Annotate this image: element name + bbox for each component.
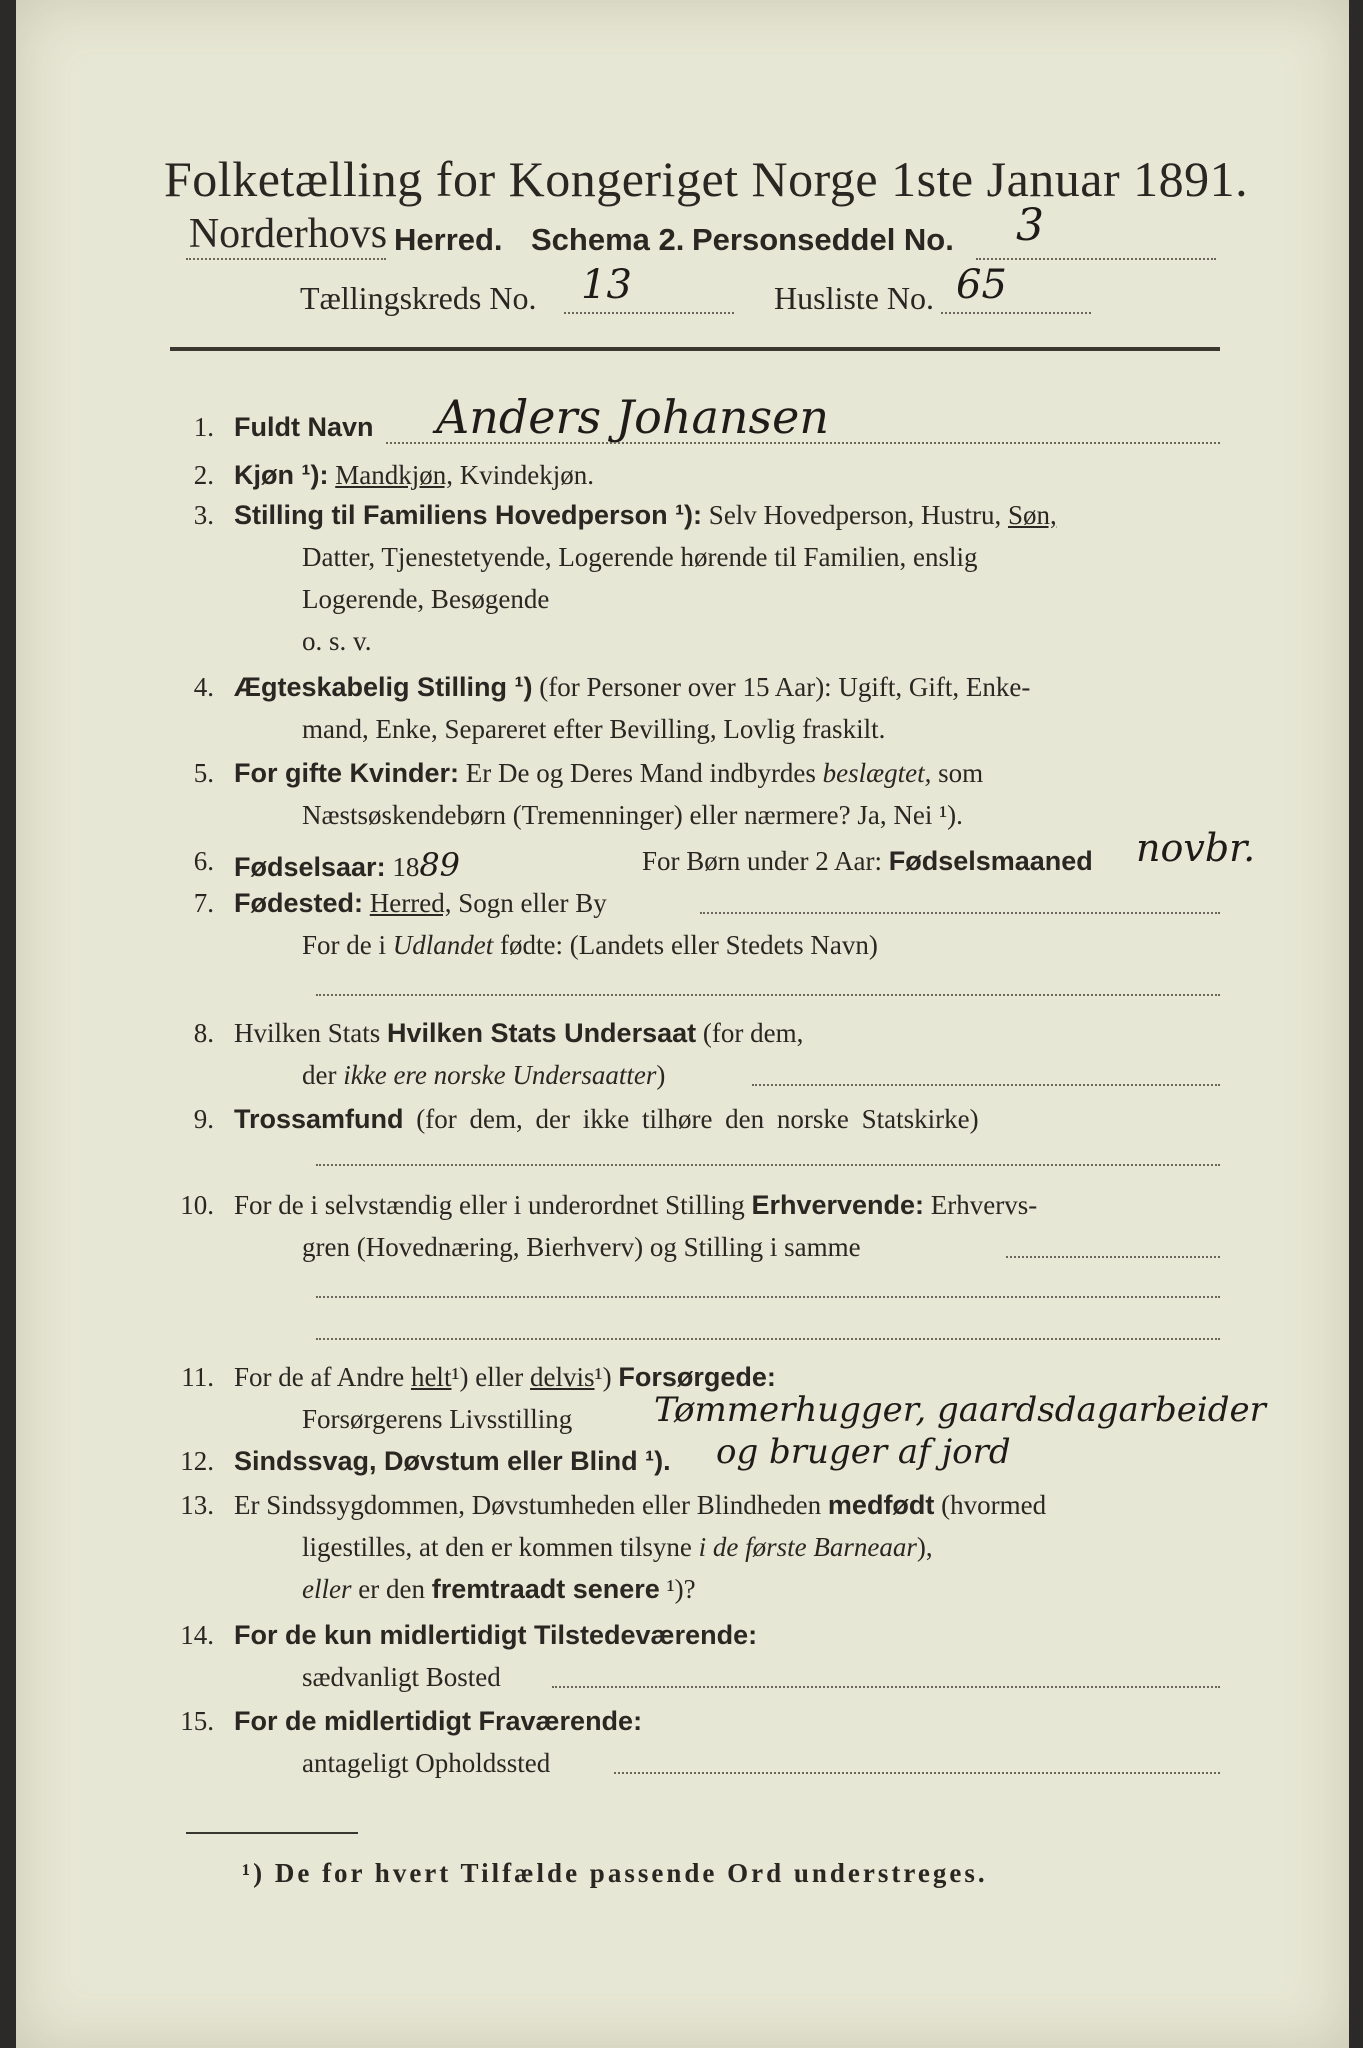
q15-label: For de midlertidigt Fraværende: [234,1706,643,1736]
q5-line1-end: som [938,758,984,788]
q2-option-female: Kvindekjøn. [459,460,594,490]
q6-month-answer: novbr. [1136,826,1256,870]
q8-label-a: Hvilken Stats [234,1018,387,1048]
q9-rest: (for dem, der ikke tilhøre den norske Statskirke) [416,1104,979,1134]
q1-answer: Anders Johansen [436,390,829,444]
q1-label: Fuldt Navn [234,412,374,442]
q8-number: 8. [193,1018,214,1048]
q13-line1a: Er Sindssygdommen, Døvstumheden eller Blindheden [234,1490,822,1520]
q9-answer-line [316,1164,1220,1166]
q15-number: 15. [180,1706,214,1736]
q4-line2: mand, Enke, Separeret efter Bevilling, Lovlig fraskilt. [302,714,886,744]
q5-line1: Er De og Deres Mand indbyrdes [465,758,816,788]
q5-label: For gifte Kvinder: [234,758,460,788]
q12-answer: og bruger af jord [716,1432,1011,1472]
q11-label: Forsørgede: [618,1362,776,1392]
footnote: ¹) De for hvert Tilfælde passende Ord understreges. [242,1858,988,1888]
q14-line [552,1686,1220,1688]
q7-line [700,912,1220,914]
q8-line2-italic: ikke ere norske Undersaatter [343,1060,657,1090]
q13-line2-italic: i de første Barneaar [698,1532,917,1562]
q13-line3b: ¹)? [666,1574,696,1604]
q2-number: 2. [193,460,214,490]
q3-line4: o. s. v. [302,626,372,656]
q3-line3: Logerende, Besøgende [302,584,550,614]
q7-line2b: fødte: (Landets eller Stedets Navn) [500,930,878,960]
q8-line [752,1084,1220,1086]
q10-answer-line-1 [316,1296,1220,1298]
q4-label: Ægteskabelig Stilling ¹) [234,672,533,702]
q15-line [614,1772,1220,1774]
q10-answer-line-2 [316,1338,1220,1340]
q6-year-prefix: 18 [392,852,420,882]
q13-line3-italic: eller [302,1574,352,1604]
q14-number: 14. [180,1620,214,1650]
q13-line2a: ligestilles, at den er kommen tilsyne [302,1532,692,1562]
q6-month-label: Fødselsmaaned [888,846,1093,876]
q3-number: 3. [193,500,214,530]
kreds-label: Tællingskreds No. [300,280,537,316]
q13-line3a: er den [358,1574,425,1604]
herred-answer: Norderhovs [188,211,388,257]
q5-line1-italic: beslægtet, [822,758,932,788]
footnote-rule [186,1832,358,1834]
q3-option-son: Søn, [1008,500,1057,530]
personseddel-label: Personseddel No. [692,222,954,257]
q13-label2: fremtraadt senere [431,1574,660,1604]
personseddel-line [976,258,1216,260]
herred-label: Herred. [394,222,503,257]
q11-option-helt: helt [410,1362,452,1392]
q6-number: 6. [193,846,214,876]
form-title: Folketælling for Kongeriget Norge 1ste Januar 1891. [164,151,1249,207]
q2-label: Kjøn ¹): [234,460,329,490]
q2-option-male: Mandkjøn, [335,460,453,490]
q10-line2: gren (Hovednæring, Bierhverv) og Stilling i samme [302,1232,861,1262]
q3-line1: Selv Hovedperson, Hustru, [708,500,1002,530]
q9-label: Trossamfund [234,1104,404,1134]
q11-number: 11. [181,1362,214,1392]
q13-line1b: (hvormed [941,1490,1047,1520]
herred-line [186,258,386,260]
q11-option-delvis: delvis [530,1362,595,1392]
q13-number: 13. [180,1490,214,1520]
q4-number: 4. [193,672,214,702]
husliste-answer: 65 [956,262,1007,308]
q5-line2: Næstsøskendebørn (Tremenninger) eller nærmere? Ja, Nei ¹). [302,800,963,830]
personseddel-answer: 3 [1016,200,1044,251]
kreds-answer: 13 [581,262,632,308]
q9-number: 9. [193,1104,214,1134]
q6-year-answer: 89 [419,846,461,884]
q3-line2: Datter, Tjenestetyende, Logerende hørende til Familien, enslig [302,542,978,572]
q7-option-herred: Herred, [369,888,452,918]
q11-line1c: ¹) [594,1362,612,1392]
q6-mid: For Børn under 2 Aar: [642,846,882,876]
q3-label: Stilling til Familiens Hovedperson ¹): [234,500,703,530]
q7-answer-line [316,994,1220,996]
q8-rest: (for dem, [702,1018,804,1048]
q6-label: Fødselsaar: [234,852,386,882]
q7-label: Fødested: [234,888,364,918]
kreds-line [564,312,734,314]
q13-label: medfødt [827,1490,935,1520]
q7-line2-italic: Udlandet [392,930,494,960]
q12-number: 12. [180,1446,214,1476]
q4-line1: (for Personer over 15 Aar): Ugift, Gift, Enke- [539,672,1031,702]
q10-line1b: Erhvervs- [930,1190,1038,1220]
husliste-label: Husliste No. [774,280,934,316]
q11-line2: Forsørgerens Livsstilling [302,1404,573,1434]
q14-line2: sædvanligt Bosted [302,1662,501,1692]
q10-label: Erhvervende: [751,1190,925,1220]
q1-line [386,442,1220,444]
q10-line [1006,1256,1220,1258]
q1-number: 1. [193,412,214,442]
q11-line1b: ¹) eller [451,1362,524,1392]
q12-label: Sindssvag, Døvstum eller Blind ¹). [234,1446,671,1476]
q15-line2: antageligt Opholdssted [302,1748,551,1778]
q7-line2a: For de i [302,930,386,960]
q8-line2a: der [302,1060,337,1090]
q8-label: Hvilken Stats Undersaat [387,1018,697,1048]
q10-number: 10. [180,1190,214,1220]
header-rule [170,347,1220,351]
q7-rest: Sogn eller By [458,888,607,918]
q11-answer: Tømmerhugger, gaardsdagarbeider [654,1390,1266,1430]
q5-number: 5. [193,758,214,788]
q13-line2b: ), [916,1532,933,1562]
q7-number: 7. [193,888,214,918]
q14-label: For de kun midlertidigt Tilstedeværende: [234,1620,758,1650]
q8-line2b: ) [656,1060,666,1090]
census-form [16,0,1349,2048]
schema-label: Schema 2. [531,222,685,257]
husliste-line [941,312,1091,314]
q10-line1a: For de i selvstændig eller i underordnet Stilling [234,1190,745,1220]
q11-line1a: For de af Andre [234,1362,405,1392]
